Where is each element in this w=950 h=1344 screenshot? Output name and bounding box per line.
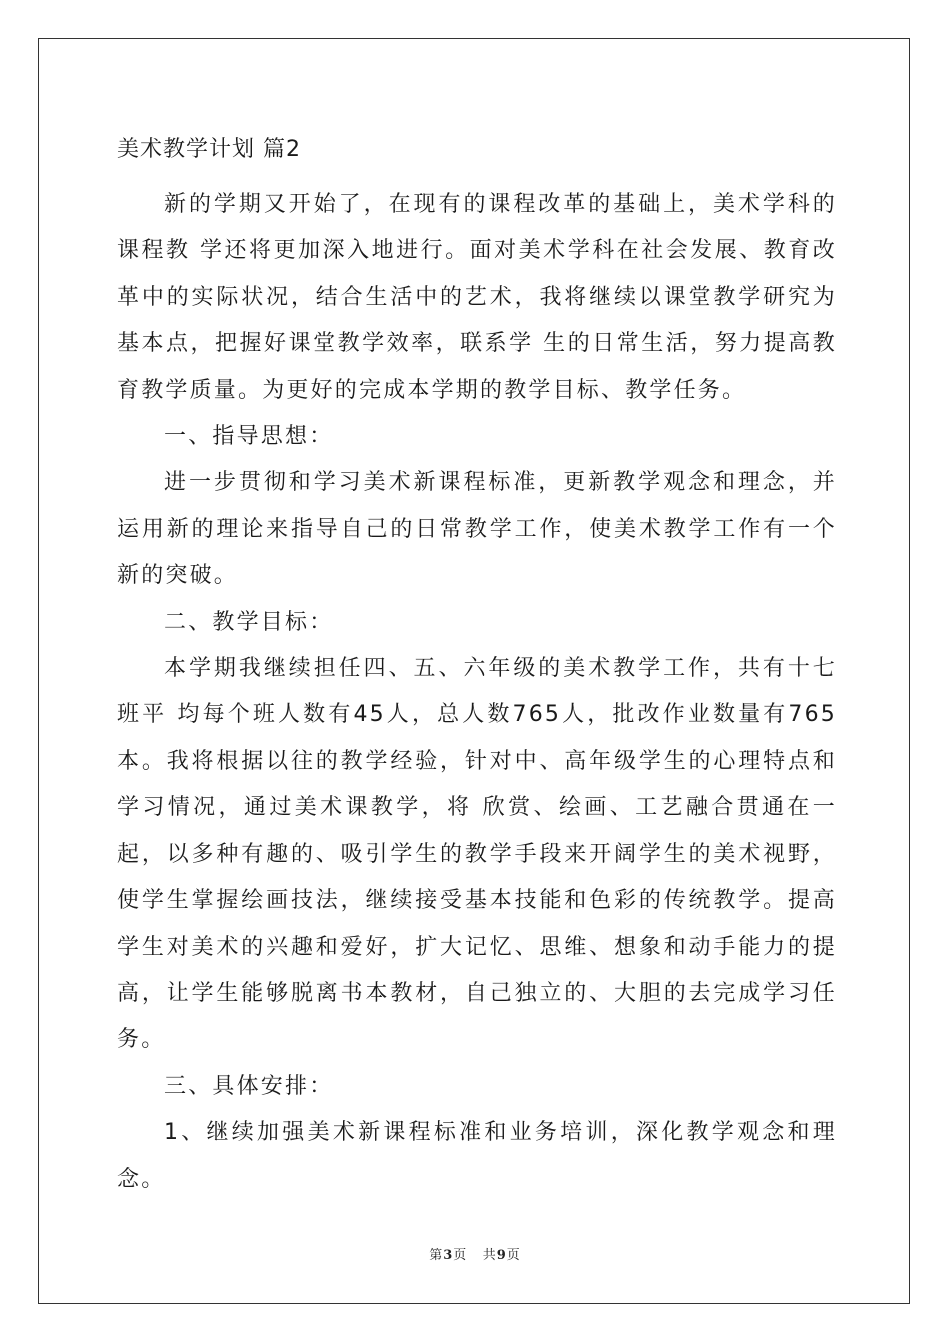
paragraph-intro: 新的学期又开始了，在现有的课程改革的基础上，美术学科的课程教 学还将更加深入地进行。面对美术学科在社会发展、教育改革中的实际状况，结合生活中的艺术，我将继续以课堂教学研究为基本点，把握好课堂教学效率，联系学 生的日常生活，努力提高教育教学质量。为更好的完成本学期的教学目标、教学任务。 xyxy=(117,192,837,403)
section-heading-teaching-goals: 二、教学目标： xyxy=(164,609,334,635)
paragraph-guiding-thought: 进一步贯彻和学习美术新课程标准，更新教学观念和理念，并运用新的理论来指导自己的日常教学工作，使美术教学工作有一个新的突破。 xyxy=(117,470,837,589)
paragraph-arrangement-1: 1、继续加强美术新课程标准和业务培训，深化教学观念和理念。 xyxy=(117,1120,837,1192)
page-footer xyxy=(0,1244,950,1263)
total-page-number: 9 xyxy=(496,1248,507,1263)
paragraph-teaching-goals: 本学期我继续担任四、五、六年级的美术教学工作，共有十七班平 均每个班人数有45人，总人数765人，批改作业数量有765本。我将根据以往的教学经验，针对中、高年级学生的心理特点和学习情况，通过美术课教学，将 欣赏、绘画、工艺融合贯通在一起，以多种有趣的、吸引学生的教学手段来开阔学生的美术视野，使学生掌握绘画技法，继续接受基本技能和色彩的传统教学。提高 学生对美术的兴趣和爱好，扩大记忆、思维、想象和动手能力的提高，让学生能够脱离书本教材，自己独立的、大胆的去完成学习任务。 xyxy=(117,656,837,1053)
section-heading-guiding-thought: 一、指导思想： xyxy=(164,424,334,450)
current-page-number: 3 xyxy=(443,1248,454,1263)
page-suffix: 页 xyxy=(453,1248,468,1263)
document-body xyxy=(117,128,837,1203)
total-suffix: 页 xyxy=(506,1248,521,1263)
section-heading-arrangements: 三、具体安排： xyxy=(164,1073,334,1099)
spacer xyxy=(117,172,837,182)
total-prefix: 共 xyxy=(482,1248,497,1263)
page-prefix: 第 xyxy=(429,1248,444,1263)
document-title: 美术教学计划 篇2 xyxy=(117,137,301,162)
